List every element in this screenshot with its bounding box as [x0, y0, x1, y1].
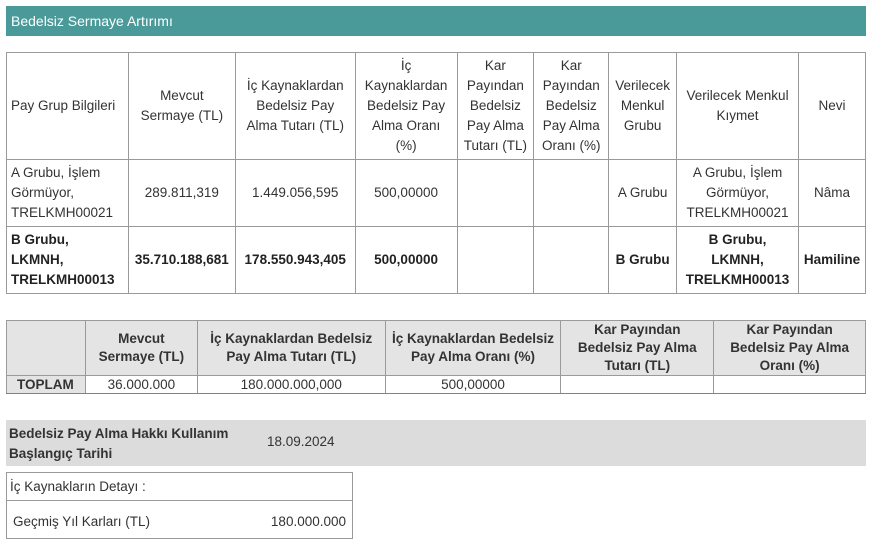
- column-header: Kar Payından Bedelsiz Pay Alma Tutarı (TL): [561, 321, 714, 376]
- table-cell: 289.811,319: [128, 160, 235, 227]
- table-cell: 180.000.000,000: [197, 376, 385, 394]
- column-header: Mevcut Sermaye (TL): [128, 53, 235, 160]
- table-row: [7, 227, 866, 294]
- table-cell: Hamiline: [798, 227, 865, 294]
- table-cell: A Grubu: [609, 160, 677, 227]
- table-cell: A Grubu, İşlem Görmüyor, TRELKMH00021: [7, 160, 129, 227]
- table-cell: B Grubu: [609, 227, 677, 294]
- table-header-row: [7, 321, 866, 376]
- totals-table: [6, 320, 866, 394]
- column-header: Kar Payından Bedelsiz Pay Alma Tutarı (TL): [457, 53, 534, 160]
- table-cell: [534, 227, 609, 294]
- start-date-label: Bedelsiz Pay Alma Hakkı Kullanım Başlangıç Tarihi: [9, 426, 229, 461]
- column-header: Kar Payından Bedelsiz Pay Alma Oranı (%): [534, 53, 609, 160]
- column-header: Pay Grup Bilgileri: [7, 53, 129, 160]
- table-cell: Nâma: [798, 160, 865, 227]
- table-cell: 500,00000: [355, 160, 457, 227]
- share-group-table: [6, 52, 866, 294]
- column-header: İç Kaynaklardan Bedelsiz Pay Alma Oranı (%): [385, 321, 561, 376]
- table-cell: [714, 376, 866, 394]
- detail-item-value: 180.000.000: [270, 514, 346, 529]
- column-header: Mevcut Sermaye (TL): [85, 321, 197, 376]
- column-header: Verilecek Menkul Kıymet: [677, 53, 799, 160]
- detail-row: [7, 501, 352, 539]
- table-cell: 178.550.943,405: [235, 227, 355, 294]
- page-title: Bedelsiz Sermaye Artırımı: [6, 6, 866, 36]
- table-cell: 35.710.188,681: [128, 227, 235, 294]
- internal-resources-detail: [6, 472, 353, 539]
- table-cell: B Grubu, LKMNH, TRELKMH00013: [7, 227, 129, 294]
- detail-item-label: Geçmiş Yıl Karları (TL): [13, 514, 151, 529]
- table-cell: [457, 227, 534, 294]
- table-row: [7, 160, 866, 227]
- table-cell: 36.000.000: [85, 376, 197, 394]
- table-cell: B Grubu, LKMNH, TRELKMH00013: [677, 227, 799, 294]
- table-cell: A Grubu, İşlem Görmüyor, TRELKMH00021: [677, 160, 799, 227]
- column-header: İç Kaynaklardan Bedelsiz Pay Alma Tutarı (TL): [197, 321, 385, 376]
- column-header: Verilecek Menkul Grubu: [609, 53, 677, 160]
- table-cell: [534, 160, 609, 227]
- table-cell: [561, 376, 714, 394]
- table-cell: 1.449.056,595: [235, 160, 355, 227]
- table-cell: 500,00000: [355, 227, 457, 294]
- column-header: Nevi: [798, 53, 865, 160]
- start-date-value: 18.09.2024: [267, 434, 335, 449]
- start-date-panel: [6, 420, 866, 466]
- column-header: [7, 321, 86, 376]
- column-header: Kar Payından Bedelsiz Pay Alma Oranı (%): [714, 321, 866, 376]
- total-row: [7, 376, 866, 394]
- table-cell: [457, 160, 534, 227]
- total-label: TOPLAM: [7, 376, 86, 394]
- column-header: İç Kaynaklardan Bedelsiz Pay Alma Tutarı (TL): [235, 53, 355, 160]
- table-header-row: [7, 53, 866, 160]
- column-header: İç Kaynaklardan Bedelsiz Pay Alma Oranı (%): [355, 53, 457, 160]
- detail-title: İç Kaynakların Detayı :: [7, 473, 352, 501]
- table-cell: 500,00000: [385, 376, 561, 394]
